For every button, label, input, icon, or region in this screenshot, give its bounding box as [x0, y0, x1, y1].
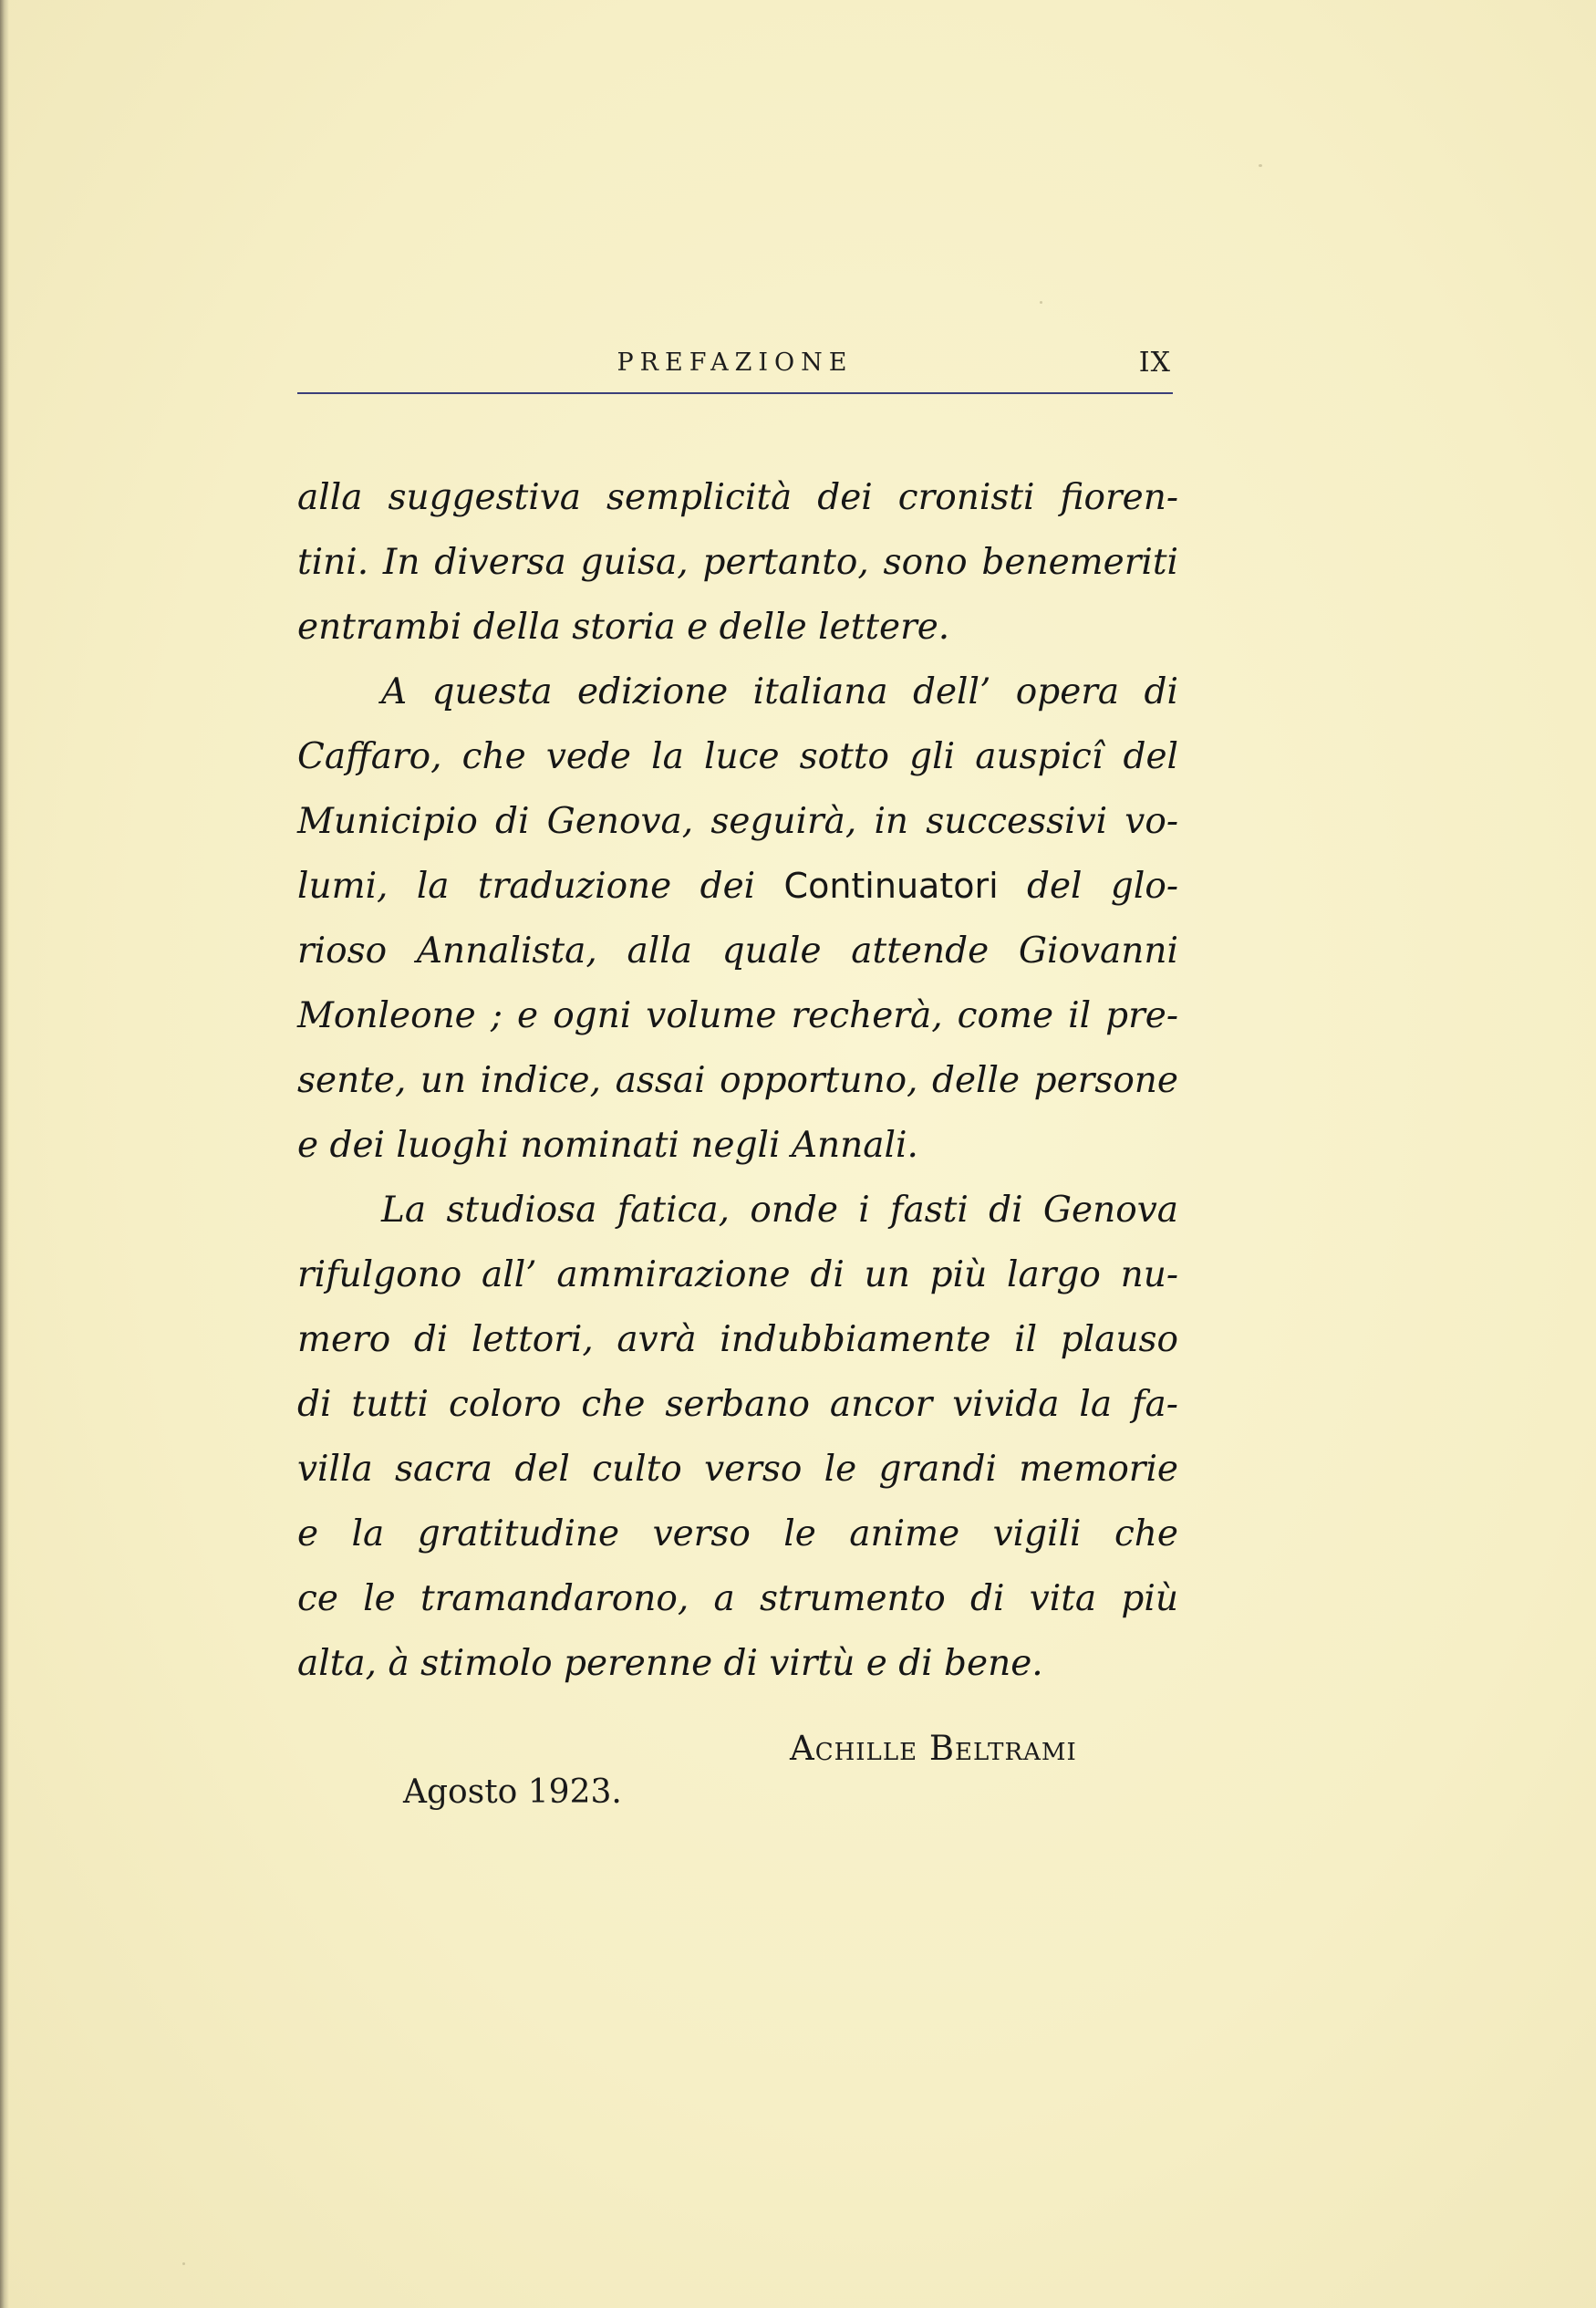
text-line: tini. In diversa guisa, pertanto, sono benemeriti: [297, 542, 1178, 583]
text-line: [297, 854, 1178, 919]
text-line: A questa edizione italiana dell’ opera di: [381, 671, 1178, 712]
running-header: [297, 345, 1173, 394]
text-line: e la gratitudine verso le anime vigili che: [297, 1513, 1178, 1554]
text-run: lumi, la traduzione dei: [297, 866, 784, 907]
paragraph: [297, 465, 1178, 660]
text-line: mero di lettori, avrà indubbiamente il plauso: [297, 1319, 1178, 1360]
date-line: Agosto 1923.: [403, 1773, 622, 1811]
text-line: rioso Annalista, alla quale attende Giovanni: [297, 930, 1178, 972]
page-binding-edge: [0, 0, 9, 2308]
text-line: alta, à stimolo perenne di virtù e di bene.: [297, 1643, 1043, 1684]
author-signature: Achille Beltrami: [790, 1729, 1077, 1768]
text-line: villa sacra del culto verso le grandi memorie: [297, 1449, 1178, 1490]
paper-speck: [1040, 301, 1042, 304]
running-title: PREFAZIONE: [617, 348, 854, 377]
paragraph: [297, 660, 1178, 1178]
preface-body-text: [297, 465, 1178, 1696]
text-line: ce le tramandarono, a strumento di vita più: [297, 1578, 1178, 1619]
page-number: IX: [1138, 347, 1171, 379]
text-run: del glo-: [998, 866, 1178, 907]
paper-speck: [182, 2262, 185, 2265]
text-line: Municipio di Genova, seguirà, in successivi vo-: [297, 801, 1178, 842]
paragraph: [297, 1178, 1178, 1696]
text-line: alla suggestiva semplicità dei cronisti fioren-: [297, 477, 1178, 518]
text-line: Monleone ; e ogni volume recherà, come il pre-: [297, 995, 1178, 1036]
paper-speck: [1259, 164, 1262, 167]
text-line: La studiosa fatica, onde i fasti di Genova: [381, 1190, 1178, 1231]
roman-text-run: Continuatori: [783, 866, 999, 906]
text-line: entrambi della storia e delle lettere.: [297, 607, 950, 648]
text-line: Caffaro, che vede la luce sotto gli auspicî del: [297, 736, 1178, 777]
text-line: e dei luoghi nominati negli Annali.: [297, 1125, 918, 1166]
text-line: rifulgono all’ ammirazione di un più largo nu-: [297, 1254, 1178, 1295]
text-line: di tutti coloro che serbano ancor vivida la fa-: [297, 1384, 1178, 1425]
text-line: sente, un indice, assai opportuno, delle persone: [297, 1060, 1178, 1101]
